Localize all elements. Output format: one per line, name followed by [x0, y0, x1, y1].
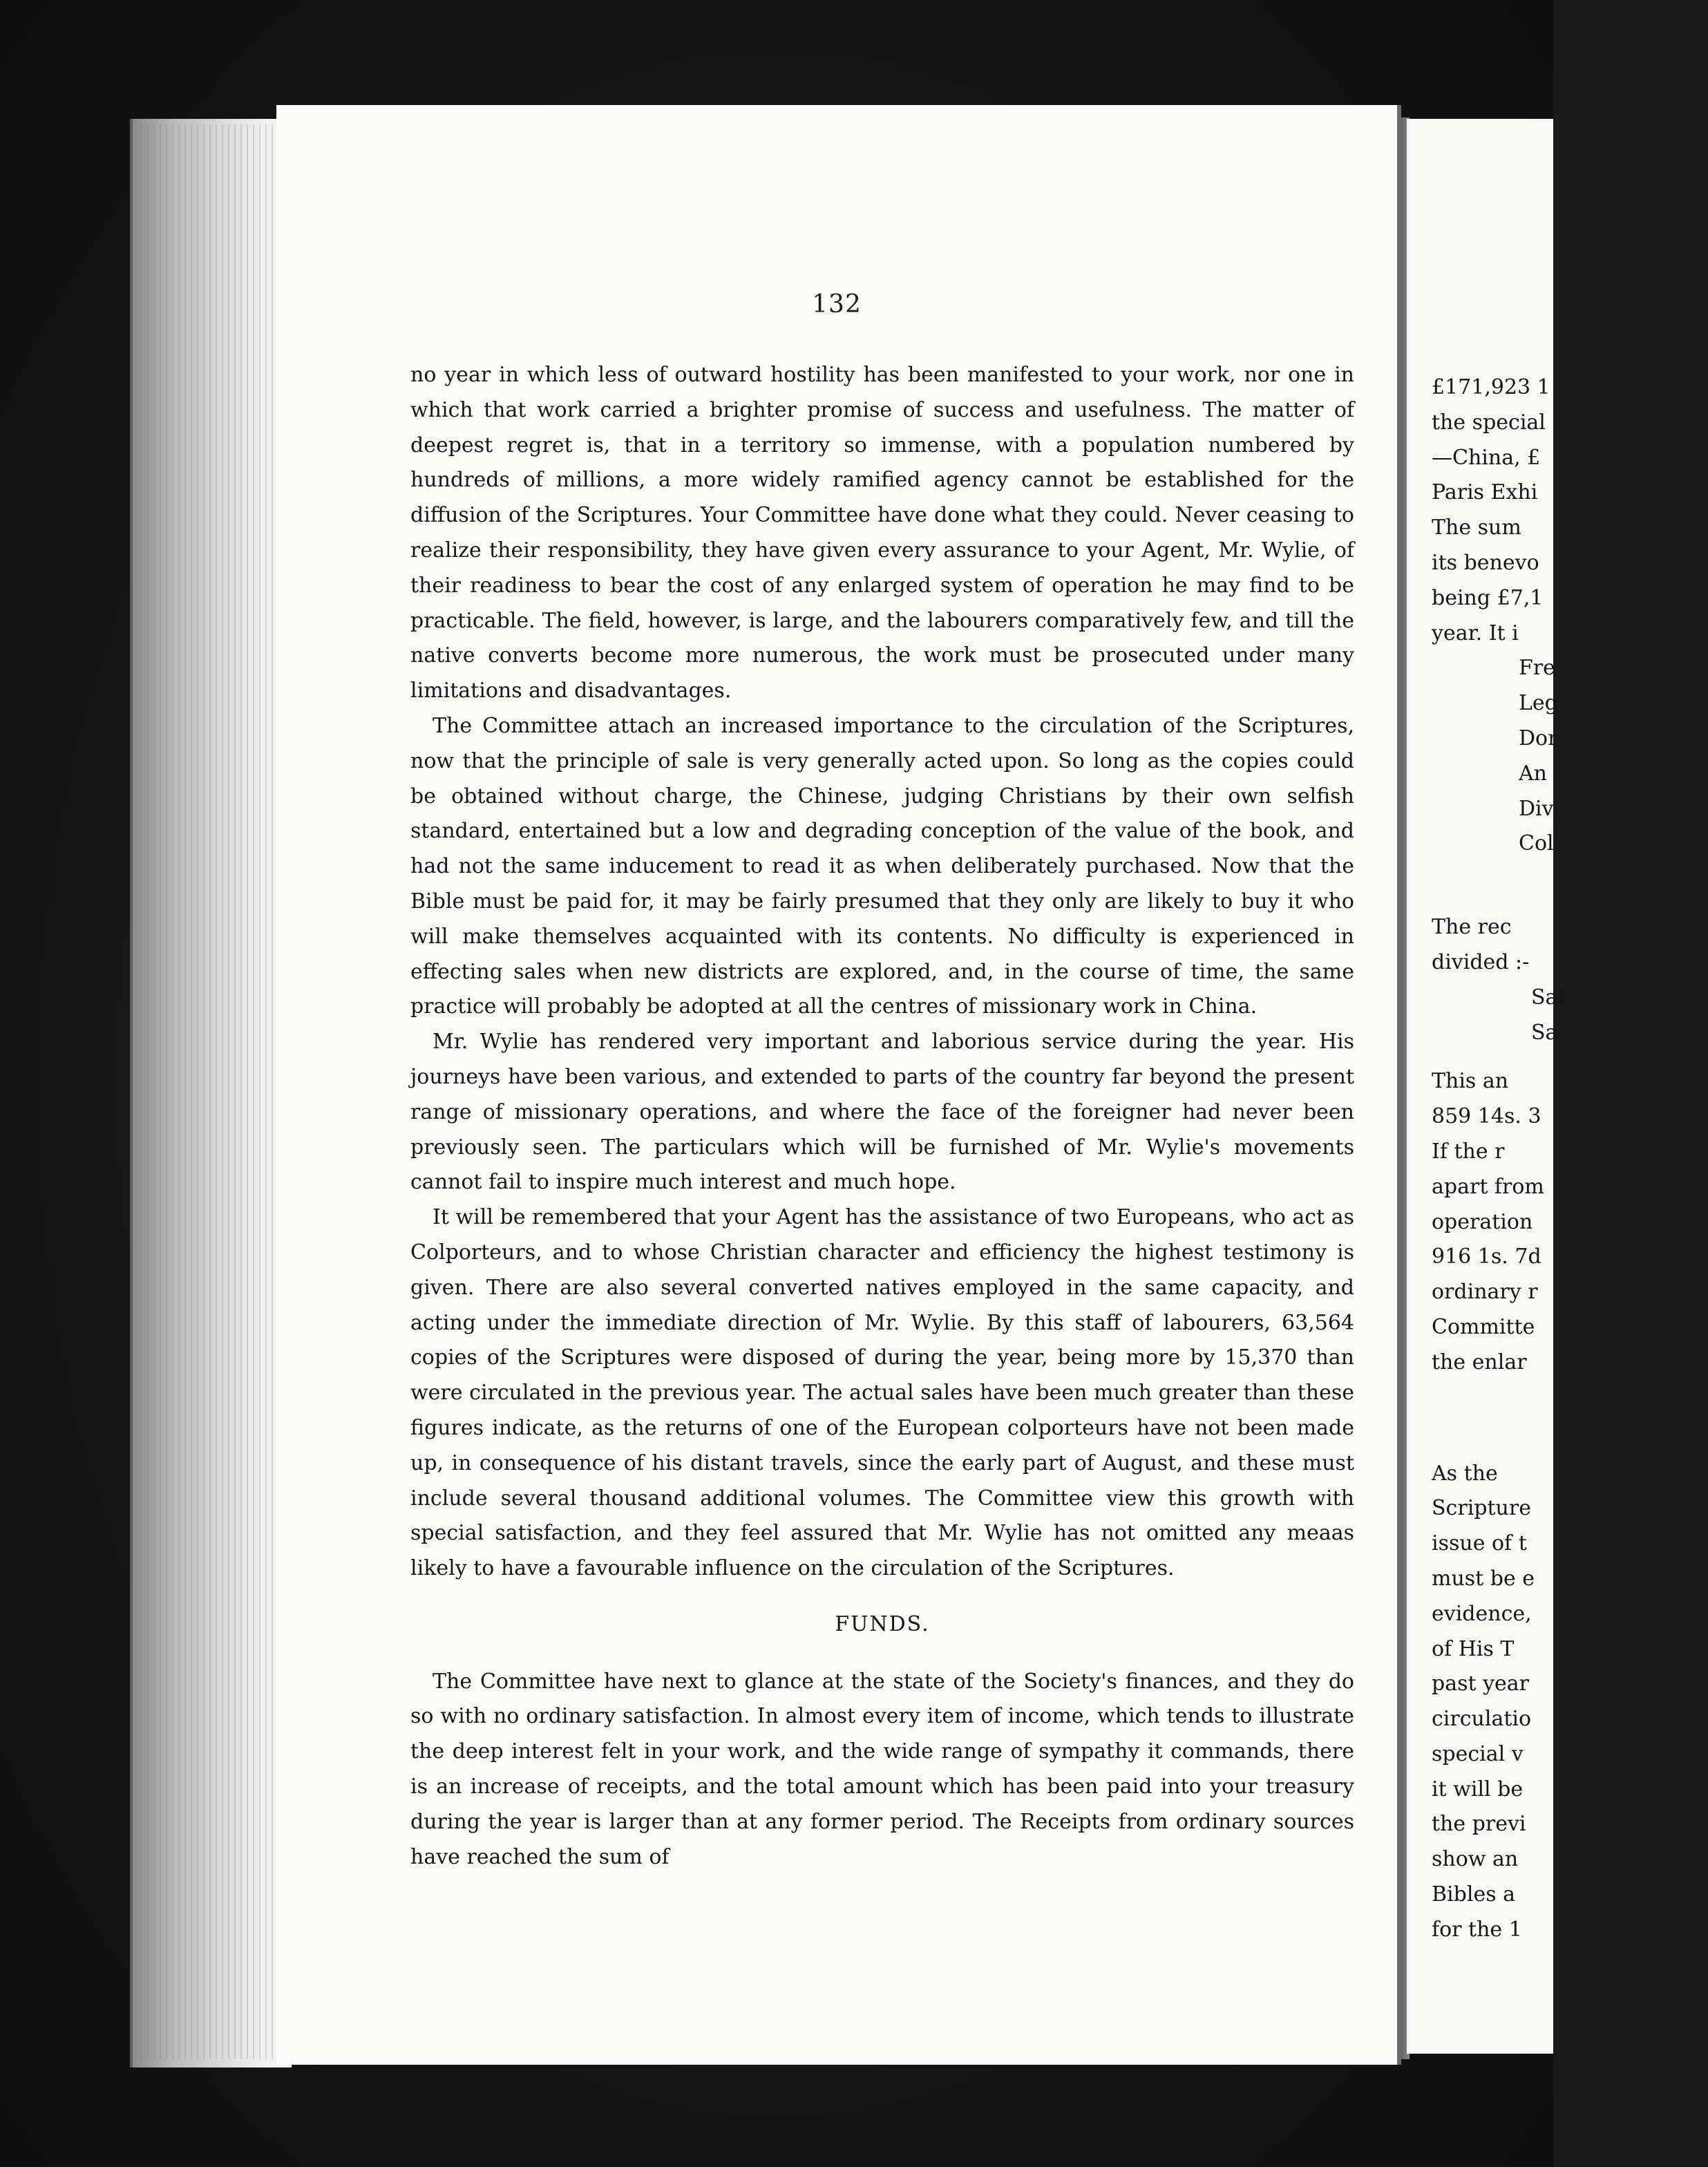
right-line: —China, £	[1432, 445, 1541, 470]
paragraph-1: no year in which less of outward hostility has been manifested to your work, nor one in which that work carried a brighter promise of success and usefulness. The matter of deepest regret is, that in a territory so immense, with a population numbered by hundreds of millions, a more widely ramified agency cannot be established for the diffusion of the Scriptures. Your Committee have done what they could. Never ceasing to realize their responsibility, they have given every assurance to your Agent, Mr. Wylie, of their readiness to bear the cost of any enlarged system of operation he may find to be practicable. The field, however, is large, and the labourers comparatively few, and till the native converts become more numerous, the work must be prosecuted under many limitations and disadvantages.	[410, 363, 1354, 703]
right-line: ordinary r	[1432, 1280, 1538, 1305]
right-line: The sum	[1432, 515, 1521, 540]
right-line: Paris Exhi	[1432, 480, 1538, 505]
page-body	[410, 358, 1354, 1875]
right-page-fragment	[1407, 119, 1565, 2054]
spacer	[1432, 1381, 1708, 1457]
right-line: year. It i	[1432, 621, 1519, 645]
right-line: Sal	[1531, 985, 1565, 1010]
right-line: of His T	[1432, 1636, 1515, 1661]
left-page	[276, 105, 1397, 2065]
paragraph-2: The Committee attach an increased importance to the circulation of the Scriptures, now that the principle of sale is very generally acted upon. So long as the copies could be obtained without charge, the Chinese, judging Christians by their own selfish standard, entertained but a low and degrading conception of the value of the book, and had not the same inducement to read it as when deliberately purchased. Now that the Bible must be paid for, it may be fairly presumed that they only are likely to buy it who will make themselves acquainted with its contents. No difficulty is experienced in effecting sales when new districts are explored, and, in the course of time, the same practice will probably be adopted at all the centres of missionary work in China.	[410, 713, 1354, 1019]
right-line: special v	[1432, 1741, 1524, 1766]
right-line: it will be	[1432, 1777, 1524, 1801]
right-line: The rec	[1432, 915, 1512, 940]
right-line: being £7,1	[1432, 585, 1544, 610]
right-line: past year	[1432, 1672, 1530, 1696]
right-line: divided :-	[1432, 949, 1530, 974]
right-line: must be e	[1432, 1566, 1535, 1591]
right-line: £171,923 1	[1432, 375, 1550, 399]
right-line: Committe	[1432, 1314, 1535, 1339]
right-line: Div	[1519, 796, 1554, 821]
right-line: This an	[1432, 1069, 1509, 1094]
right-line: apart from	[1432, 1174, 1544, 1199]
spacer	[1432, 862, 1708, 910]
spacer	[1432, 1050, 1708, 1064]
right-line: the previ	[1432, 1812, 1526, 1837]
paragraph-funds: The Committee have next to glance at the state of the Society's finances, and they do so with no ordinary satisfaction. In almost every item of income, which tends to illustrate the deep interest felt in your work, and the wide range of sympathy it commands, there is an increase of receipts, and the total amount which has been paid into your treasury during the year is larger than at any former period. The Receipts from ordinary sources have reached the sum of	[410, 1669, 1354, 1869]
right-line: Fre	[1519, 656, 1555, 681]
right-line: Col	[1519, 831, 1554, 856]
right-line: operation	[1432, 1209, 1533, 1234]
right-line: its benevo	[1432, 550, 1539, 575]
right-line: Leg	[1519, 691, 1558, 716]
right-line: 916 1s. 7d	[1432, 1245, 1541, 1269]
right-line: evidence,	[1432, 1601, 1532, 1626]
right-line: Dor	[1519, 726, 1558, 750]
right-line: If the r	[1432, 1139, 1505, 1164]
right-line: circulatio	[1432, 1707, 1532, 1732]
paragraph-3: Mr. Wylie has rendered very important and laborious service during the year. His journeys have been various, and extended to parts of the country far beyond the present range of missionary operations, and where the face of the foreigner had never been previously seen. The particulars which will be furnished of Mr. Wylie's movements cannot fail to inspire much interest and much hope.	[410, 1030, 1354, 1195]
paragraph-4: It will be remembered that your Agent has the assistance of two Europeans, who act as Colporteurs, and to whose Christian character and efficiency the highest testimony is given. There are also several converted natives employed in the same capacity, and acting under the immediate direction of Mr. Wylie. By this staff of labourers, 63,564 copies of the Scriptures were disposed of during the year, being more by 15,370 than were circulated in the previous year. The actual sales have been much greater than these figures indicate, as the returns of one of the European colporteurs have not been made up, in consequence of his distant travels, since the early part of August, and these must include several thousand additional volumes. The Committee view this growth with special satisfaction, and they feel assured that Mr. Wylie has not omitted any meaas likely to have a favourable influence on the circulation of the Scriptures.	[410, 1205, 1354, 1581]
right-line: 859 14s. 3	[1432, 1104, 1541, 1129]
right-line: Scripture	[1432, 1496, 1531, 1521]
right-line: show an	[1432, 1847, 1519, 1872]
right-line: As the	[1432, 1461, 1498, 1486]
right-page-lines	[1432, 370, 1708, 1948]
right-line: the special	[1432, 410, 1546, 435]
section-heading-funds: FUNDS.	[835, 1611, 930, 1636]
right-line: the enlar	[1432, 1350, 1527, 1374]
right-line: Sa	[1531, 1020, 1558, 1045]
right-line: Bibles a	[1432, 1882, 1516, 1907]
right-line: issue of t	[1432, 1531, 1527, 1556]
right-line: An	[1519, 761, 1547, 786]
right-line: for the 1	[1432, 1917, 1522, 1942]
page-number: 132	[812, 290, 862, 319]
page-edge-lines	[141, 124, 276, 2059]
